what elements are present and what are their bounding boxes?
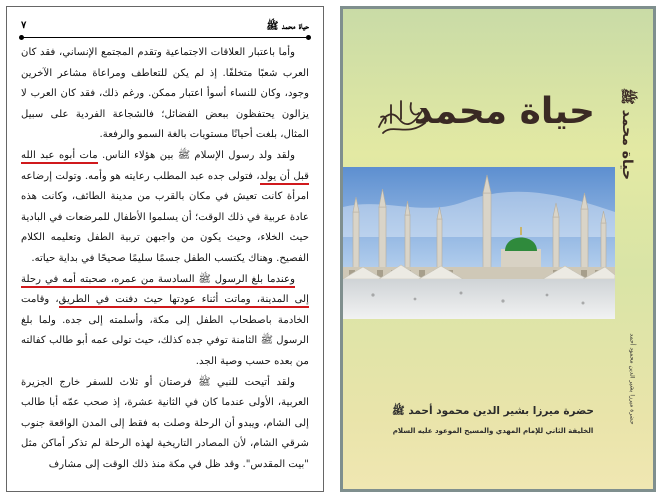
- page-header: [21, 17, 309, 38]
- running-header-title: حياة محمد ﷺ: [266, 21, 309, 32]
- book-cover: [340, 6, 656, 492]
- underlined-passage-journey: وعندما بلغ الرسول ﷺ السادسة من عمره، صحبته أمه في رحلة: [21, 274, 295, 288]
- paragraph: وعندما بلغ الرسول ﷺ السادسة من عمره، صحبته أمه في رحلة إلى المدينة، وماتت أثناء عودتها حيث دفنت في الطريق، وقامت الخادمة باصطحاب الطفل إلى مكة، وأسلمته إلى جده. ولما بلغ الرسول ﷺ الثامنة توفي جده كذلك، حيث تولى عمه أبو طالب كفالته من بعده حسب وصية الجد.: [21, 273, 309, 367]
- page-body-text: [21, 43, 309, 485]
- page-number: ٧: [21, 20, 27, 31]
- paragraph: ولقد ولد رسول الإسلام ﷺ بين هؤلاء الناس. مات أبوه عبد الله قبل أن يولد، فتولى جده عبد المطلب رعايته هو وأمه. وتولت إرضاعه امرأة كانت تعيش في مكان بالقرب من مدينة الطائف، وكانت هذه عادة عربية في ذلك الوقت؛ أن يسلموا الأطفال للمرضعات في البادية حيث الخلاء، وحيث يكون من واجبهن تربية الطفل وتعليمه الكلام الفصيح. وهناك يكتسب الطفل جسمًا سليمًا صحيحًا في بداية حياته.: [21, 149, 309, 264]
- spine-title: حياة محمد ﷺ: [619, 87, 635, 181]
- underlined-passage-mother-death: إلى المدينة، وماتت أثناء عودتها حيث دفنت في الطريق: [59, 294, 309, 308]
- underlined-passage-before-birth: قبل أن يولد: [260, 171, 309, 185]
- cover-subtitle: الخليفة الثاني للإمام المهدي والمسيح الموعود عليه السلام: [392, 427, 594, 435]
- spine-author: حضرة ميرزا بشير الدين محمود أحمد: [628, 333, 636, 425]
- cover-author: حضرة ميرزا بشير الدين محمود أحمد ﷺ: [391, 405, 595, 417]
- header-rule-dot-left: [19, 35, 24, 40]
- book-page: [6, 6, 324, 492]
- paragraph: ولقد أتيحت للنبي ﷺ فرصتان أو ثلاث للسفر خارج الجزيرة العربية، الأولى عندما كان في الثانية عشرة، إذ صحب عمّه أبا طالب إلى الشام، ويبدو أن الرحلة وصلت به فقط إلى المدن الواقعة جنوب شرقي الشام، لأن المصادر التاريخية لهذه الرحلة لم تذكر أماكن مثل "بيت المقدس". وقد ظل في مكة منذ ذلك الوقت إلى مشارف: [21, 376, 309, 470]
- header-rule-dot-right: [306, 35, 311, 40]
- mosque-photo: [343, 167, 615, 319]
- underlined-passage-father: مات أبوه عبد الله: [21, 150, 98, 164]
- cover-title: حياة محمد: [413, 91, 595, 132]
- paragraph: وأما باعتبار العلاقات الاجتماعية وتقدم المجتمع الإنساني، فقد كان العرب شعبًا متخلفًا. إذ لم يكن للتعاطف ومراعاة مشاعر الآخرين وجود، وكان للنساء أسوأ اعتبار ممكن. ورغم ذلك، فقد كان العرب لا يزالون يحتفظون ببعض الفضائل؛ فالشجاعة الفردية على سبيل المثال، بلغت أحيانًا مستويات بالغة السمو والرفعة.: [21, 47, 309, 141]
